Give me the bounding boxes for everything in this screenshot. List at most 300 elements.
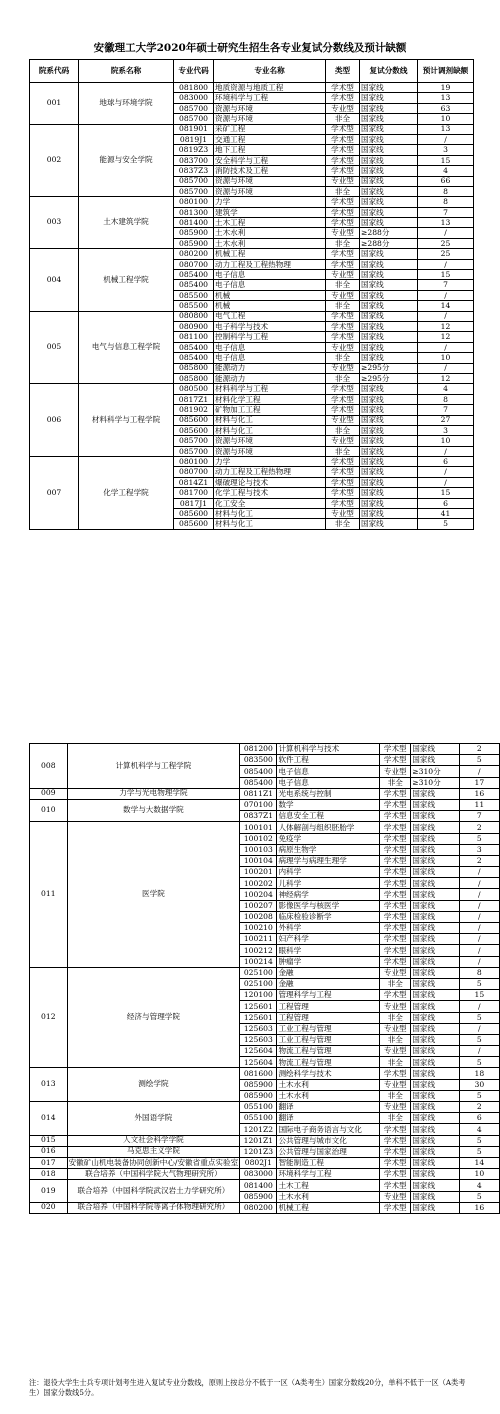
- score-line-cell: 国家线: [411, 934, 459, 945]
- score-line-cell: 国家线: [411, 978, 459, 989]
- major-name-cell: 化工安全: [214, 498, 326, 508]
- type-cell: 学术型: [326, 93, 360, 103]
- major-name-cell: 神经病学: [277, 889, 380, 900]
- vacancy-cell: 13: [418, 218, 474, 228]
- score-line-cell: 国家线: [360, 509, 418, 519]
- type-cell: 学术型: [380, 833, 411, 844]
- dept-code-cell: 009: [30, 788, 68, 799]
- score-line-cell: 国家线: [411, 1046, 459, 1057]
- vacancy-cell: /: [459, 923, 499, 934]
- major-name-cell: 资源与环境: [214, 186, 326, 196]
- score-line-cell: 国家线: [360, 249, 418, 259]
- major-name-cell: 机械: [214, 290, 326, 300]
- score-line-cell: 国家线: [360, 218, 418, 228]
- major-name-cell: 电子信息: [214, 342, 326, 352]
- vacancy-cell: /: [418, 290, 474, 300]
- major-name-cell: 公共管理与城市文化: [277, 1135, 380, 1146]
- type-cell: 学术型: [326, 197, 360, 207]
- major-name-cell: 信息安全工程: [277, 811, 380, 822]
- major-code-cell: 100212: [240, 945, 277, 956]
- dept-name-cell: 医学院: [67, 822, 240, 967]
- score-line-cell: 国家线: [360, 436, 418, 446]
- score-line-cell: 国家线: [360, 394, 418, 404]
- score-line-cell: 国家线: [360, 446, 418, 456]
- vacancy-cell: 16: [459, 1202, 499, 1213]
- major-code-cell: 100201: [240, 867, 277, 878]
- type-cell: 专业型: [380, 1046, 411, 1057]
- major-code-cell: 100104: [240, 855, 277, 866]
- vacancy-cell: 10: [418, 114, 474, 124]
- dept-code-cell: 016: [30, 1146, 68, 1157]
- major-code-cell: 080100: [174, 457, 214, 467]
- score-line-cell: 国家线: [360, 124, 418, 134]
- vacancy-cell: 17: [459, 777, 499, 788]
- dept-name-cell: 测绘学院: [67, 1068, 240, 1102]
- type-cell: 专业型: [326, 342, 360, 352]
- major-name-cell: 测绘科学与技术: [277, 1068, 380, 1079]
- major-name-cell: 人体解剖与组织胚胎学: [277, 822, 380, 833]
- major-code-cell: 085700: [174, 446, 214, 456]
- footnote: 注：退役大学生士兵专项计划考生进入复试专业分数线，原则上按总分不低于一区（A类考生）国家分数线20分，单科不低于一区（A类考生）国家分数线5分。: [29, 1378, 466, 1398]
- score-line-cell: 国家线: [360, 83, 418, 93]
- vacancy-cell: /: [459, 867, 499, 878]
- score-line-cell: 国家线: [360, 259, 418, 269]
- type-cell: 学术型: [380, 911, 411, 922]
- dept-code-cell: 017: [30, 1157, 68, 1168]
- score-line-cell: ≥288分: [360, 228, 418, 238]
- major-code-cell: 081300: [174, 207, 214, 217]
- major-name-cell: 金融: [277, 967, 380, 978]
- score-line-cell: 国家线: [411, 956, 459, 967]
- major-name-cell: 妇产科学: [277, 934, 380, 945]
- major-name-cell: 管理科学与工程: [277, 990, 380, 1001]
- major-code-cell: 125603: [240, 1034, 277, 1045]
- type-cell: 学术型: [380, 867, 411, 878]
- score-line-cell: 国家线: [360, 332, 418, 342]
- score-line-cell: 国家线: [411, 1034, 459, 1045]
- score-line-cell: 国家线: [360, 477, 418, 487]
- type-cell: 专业型: [326, 415, 360, 425]
- score-line-cell: 国家线: [411, 1169, 459, 1180]
- header-major-code: 专业代码: [174, 60, 214, 83]
- type-cell: 学术型: [326, 155, 360, 165]
- table-row: [30, 1135, 500, 1146]
- major-name-cell: 工程管理: [277, 1012, 380, 1023]
- vacancy-cell: /: [459, 934, 499, 945]
- vacancy-cell: 5: [459, 833, 499, 844]
- type-cell: 学术型: [380, 1068, 411, 1079]
- dept-name-cell: 电气与信息工程学院: [79, 311, 174, 384]
- major-name-cell: 动力工程及工程热物理: [214, 259, 326, 269]
- major-code-cell: 083000: [174, 93, 214, 103]
- major-name-cell: 资源与环境: [214, 436, 326, 446]
- major-code-cell: 085400: [240, 766, 277, 777]
- major-code-cell: 0817J1: [174, 498, 214, 508]
- vacancy-cell: 5: [459, 1057, 499, 1068]
- score-line-cell: 国家线: [360, 93, 418, 103]
- type-cell: 学术型: [380, 799, 411, 810]
- type-cell: 专业型: [380, 1191, 411, 1202]
- major-code-cell: 125603: [240, 1023, 277, 1034]
- major-name-cell: 土木工程: [214, 218, 326, 228]
- type-cell: 学术型: [380, 844, 411, 855]
- major-code-cell: 085600: [174, 509, 214, 519]
- score-line-cell: 国家线: [411, 1157, 459, 1168]
- major-name-cell: 免疫学: [277, 833, 380, 844]
- dept-name-cell: 机械工程学院: [79, 249, 174, 311]
- vacancy-cell: /: [459, 1046, 499, 1057]
- major-code-cell: 125601: [240, 1001, 277, 1012]
- major-code-cell: 100211: [240, 934, 277, 945]
- header-major-name: 专业名称: [214, 60, 326, 83]
- score-line-cell: 国家线: [411, 923, 459, 934]
- vacancy-cell: /: [459, 766, 499, 777]
- type-cell: 专业型: [380, 1102, 411, 1113]
- dept-name-cell: 安徽矿山机电装备协同创新中心/安徽省重点实验室: [68, 1157, 239, 1167]
- major-code-cell: 081200: [240, 744, 277, 755]
- major-code-cell: 025100: [240, 978, 277, 989]
- major-name-cell: 能源动力: [214, 363, 326, 373]
- major-code-cell: 100207: [240, 900, 277, 911]
- major-code-cell: 085400: [174, 353, 214, 363]
- type-cell: 学术型: [326, 311, 360, 321]
- major-name-cell: 翻译: [277, 1102, 380, 1113]
- major-code-cell: 080200: [240, 1202, 277, 1213]
- type-cell: 学术型: [326, 488, 360, 498]
- type-cell: 非全: [380, 777, 411, 788]
- major-code-cell: 083000: [240, 1169, 277, 1180]
- type-cell: 学术型: [326, 457, 360, 467]
- table-row: [30, 788, 500, 799]
- dept-code-cell: 010: [30, 799, 68, 821]
- major-name-cell: 工程管理: [277, 1001, 380, 1012]
- major-code-cell: 085800: [174, 363, 214, 373]
- major-name-cell: 采矿工程: [214, 124, 326, 134]
- score-line-cell: 国家线: [411, 744, 459, 755]
- score-line-cell: 国家线: [360, 280, 418, 290]
- type-cell: 学术型: [380, 1124, 411, 1135]
- dept-code-cell: 012: [30, 967, 68, 1068]
- type-cell: 学术型: [380, 1146, 411, 1157]
- vacancy-cell: 4: [418, 384, 474, 394]
- score-line-cell: 国家线: [360, 207, 418, 217]
- vacancy-cell: 6: [418, 457, 474, 467]
- type-cell: 学术型: [326, 218, 360, 228]
- vacancy-cell: 15: [418, 488, 474, 498]
- major-code-cell: 085700: [174, 436, 214, 446]
- table-row: [30, 1102, 500, 1113]
- major-name-cell: 安全科学与工程: [214, 155, 326, 165]
- type-cell: 学术型: [326, 83, 360, 93]
- score-line-cell: 国家线: [360, 415, 418, 425]
- major-name-cell: 儿科学: [277, 878, 380, 889]
- major-name-cell: 肿瘤学: [277, 956, 380, 967]
- type-cell: 专业型: [380, 1079, 411, 1090]
- major-name-cell: 公共管理与国家治理: [277, 1146, 380, 1157]
- major-name-cell: 土木水利: [214, 228, 326, 238]
- major-code-cell: 100214: [240, 956, 277, 967]
- dept-name-cell: 人文社会科学学院: [67, 1135, 240, 1146]
- vacancy-cell: /: [418, 311, 474, 321]
- score-line-cell: 国家线: [360, 145, 418, 155]
- vacancy-cell: /: [459, 1001, 499, 1012]
- major-name-cell: 土木水利: [214, 238, 326, 248]
- type-cell: 学术型: [326, 166, 360, 176]
- table-row: [30, 1169, 500, 1180]
- vacancy-cell: 66: [418, 176, 474, 186]
- score-line-cell: 国家线: [411, 788, 459, 799]
- type-cell: 学术型: [380, 1135, 411, 1146]
- major-name-cell: 临床检验诊断学: [277, 911, 380, 922]
- vacancy-cell: 5: [459, 755, 499, 766]
- major-name-cell: 病理学与病理生理学: [277, 855, 380, 866]
- type-cell: 学术型: [326, 249, 360, 259]
- vacancy-cell: 5: [459, 1090, 499, 1101]
- page-title: 安徽理工大学2020年硕士研究生招生各专业复试分数线及预计缺额: [93, 42, 407, 54]
- type-cell: 学术型: [326, 207, 360, 217]
- type-cell: 学术型: [380, 889, 411, 900]
- type-cell: 专业型: [326, 103, 360, 113]
- header-score-line: 复试分数线: [360, 60, 418, 83]
- dept-code-cell: 002: [30, 124, 79, 197]
- major-name-cell: 消防技术及工程: [214, 166, 326, 176]
- major-code-cell: 085700: [174, 103, 214, 113]
- score-line-cell: 国家线: [360, 321, 418, 331]
- major-name-cell: 资源与环境: [214, 446, 326, 456]
- vacancy-cell: 10: [459, 1169, 499, 1180]
- score-line-cell: 国家线: [360, 342, 418, 352]
- major-name-cell: 电气工程: [214, 311, 326, 321]
- score-line-cell: 国家线: [411, 990, 459, 1001]
- major-name-cell: 资源与环境: [214, 103, 326, 113]
- major-name-cell: 物流工程与管理: [277, 1057, 380, 1068]
- score-line-cell: 国家线: [411, 844, 459, 855]
- type-cell: 学术型: [326, 124, 360, 134]
- vacancy-cell: 2: [459, 855, 499, 866]
- score-line-cell: 国家线: [411, 799, 459, 810]
- type-cell: 专业型: [326, 176, 360, 186]
- type-cell: 非全: [380, 1113, 411, 1124]
- major-name-cell: 土木水利: [277, 1191, 380, 1202]
- vacancy-cell: 3: [459, 844, 499, 855]
- vacancy-cell: 14: [459, 1157, 499, 1168]
- score-line-cell: 国家线: [411, 878, 459, 889]
- major-name-cell: 工业工程与管理: [277, 1034, 380, 1045]
- vacancy-cell: 10: [418, 436, 474, 446]
- major-code-cell: 1201Z2: [240, 1124, 277, 1135]
- major-name-cell: 建筑学: [214, 207, 326, 217]
- major-name-cell: 材料与化工: [214, 509, 326, 519]
- vacancy-cell: 5: [418, 519, 474, 529]
- major-code-cell: 0802J1: [240, 1157, 277, 1168]
- vacancy-cell: 12: [418, 332, 474, 342]
- major-name-cell: 智能制造工程: [277, 1157, 380, 1168]
- major-code-cell: 085800: [174, 373, 214, 383]
- type-cell: 学术型: [380, 744, 411, 755]
- vacancy-cell: 15: [418, 155, 474, 165]
- major-code-cell: 070100: [240, 799, 277, 810]
- major-code-cell: 100102: [240, 833, 277, 844]
- score-line-cell: 国家线: [411, 1124, 459, 1135]
- vacancy-cell: 19: [418, 83, 474, 93]
- major-name-cell: 力学: [214, 457, 326, 467]
- major-code-cell: 081901: [174, 124, 214, 134]
- vacancy-cell: 13: [418, 93, 474, 103]
- major-name-cell: 土木工程: [277, 1180, 380, 1191]
- vacancy-cell: /: [459, 878, 499, 889]
- table-row: [30, 83, 474, 93]
- dept-name-cell: 材料科学与工程学院: [79, 384, 174, 457]
- type-cell: 非全: [326, 186, 360, 196]
- vacancy-cell: /: [418, 446, 474, 456]
- major-name-cell: 机械工程: [214, 249, 326, 259]
- type-cell: 学术型: [326, 477, 360, 487]
- dept-name-cell: 化学工程学院: [79, 457, 174, 530]
- dept-code-cell: 003: [30, 197, 79, 249]
- major-name-cell: 电子信息: [277, 766, 380, 777]
- vacancy-cell: 5: [459, 1034, 499, 1045]
- major-code-cell: 085600: [174, 425, 214, 435]
- vacancy-cell: 5: [459, 1191, 499, 1202]
- dept-name-cell: 土木建筑学院: [79, 197, 174, 249]
- major-name-cell: 化学工程与技术: [214, 488, 326, 498]
- score-line-cell: 国家线: [360, 384, 418, 394]
- vacancy-cell: 13: [418, 124, 474, 134]
- score-line-cell: 国家线: [360, 134, 418, 144]
- type-cell: 学术型: [380, 822, 411, 833]
- major-name-cell: 材料与化工: [214, 519, 326, 529]
- major-code-cell: 0817Z1: [174, 394, 214, 404]
- vacancy-cell: 7: [418, 207, 474, 217]
- major-code-cell: 125604: [240, 1057, 277, 1068]
- vacancy-cell: /: [418, 477, 474, 487]
- vacancy-cell: 25: [418, 238, 474, 248]
- vacancy-cell: 11: [459, 799, 499, 810]
- score-line-cell: 国家线: [411, 1023, 459, 1034]
- major-name-cell: 工业工程与管理: [277, 1023, 380, 1034]
- major-name-cell: 外科学: [277, 923, 380, 934]
- major-code-cell: 085400: [174, 342, 214, 352]
- type-cell: 学术型: [380, 1202, 411, 1213]
- type-cell: 学术型: [326, 467, 360, 477]
- dept-code-cell: 014: [30, 1102, 68, 1136]
- score-line-cell: 国家线: [360, 114, 418, 124]
- major-name-cell: 环境科学与工程: [277, 1169, 380, 1180]
- score-line-cell: 国家线: [411, 1079, 459, 1090]
- type-cell: 专业型: [326, 436, 360, 446]
- major-name-cell: 机械: [214, 301, 326, 311]
- major-code-cell: 100204: [240, 889, 277, 900]
- major-code-cell: 085400: [174, 280, 214, 290]
- major-name-cell: 材料化学工程: [214, 394, 326, 404]
- major-code-cell: 081100: [174, 332, 214, 342]
- vacancy-cell: /: [459, 945, 499, 956]
- major-name-cell: 能源动力: [214, 373, 326, 383]
- major-name-cell: 计算机科学与技术: [277, 744, 380, 755]
- type-cell: 学术型: [326, 405, 360, 415]
- major-code-cell: 0814Z1: [174, 477, 214, 487]
- major-code-cell: 081700: [174, 488, 214, 498]
- score-line-cell: 国家线: [411, 1068, 459, 1079]
- type-cell: 学术型: [380, 990, 411, 1001]
- dept-code-cell: 001: [30, 83, 79, 125]
- score-line-cell: 国家线: [411, 755, 459, 766]
- major-name-cell: 电子科学与技术: [214, 321, 326, 331]
- score-line-cell: 国家线: [411, 1202, 459, 1213]
- table-header: [30, 60, 474, 83]
- type-cell: 非全: [380, 1090, 411, 1101]
- header-vacancy: 预计调剂缺额: [418, 60, 474, 83]
- dept-code-cell: 008: [30, 744, 68, 789]
- vacancy-cell: 25: [418, 249, 474, 259]
- score-line-cell: 国家线: [360, 425, 418, 435]
- table-row: [30, 799, 500, 810]
- score-line-cell: 国家线: [411, 855, 459, 866]
- major-name-cell: 电子信息: [214, 280, 326, 290]
- vacancy-cell: 8: [459, 967, 499, 978]
- major-code-cell: 083500: [240, 755, 277, 766]
- score-line-cell: 国家线: [360, 103, 418, 113]
- major-code-cell: 085900: [240, 1191, 277, 1202]
- major-code-cell: 081400: [174, 218, 214, 228]
- major-name-cell: 土木水利: [277, 1090, 380, 1101]
- score-line-cell: 国家线: [411, 945, 459, 956]
- major-name-cell: 机械工程: [277, 1202, 380, 1213]
- major-code-cell: 085900: [240, 1079, 277, 1090]
- vacancy-cell: 4: [459, 1124, 499, 1135]
- dept-code-cell: 015: [30, 1135, 68, 1146]
- vacancy-cell: 63: [418, 103, 474, 113]
- major-name-cell: 地下工程: [214, 145, 326, 155]
- header-dept-name: 院系名称: [79, 60, 174, 83]
- type-cell: 学术型: [380, 900, 411, 911]
- score-line-cell: 国家线: [411, 967, 459, 978]
- dept-code-cell: 018: [30, 1169, 68, 1180]
- table-row: [30, 744, 500, 755]
- vacancy-cell: /: [418, 259, 474, 269]
- major-name-cell: 电子信息: [277, 777, 380, 788]
- type-cell: 学术型: [380, 1180, 411, 1191]
- score-line-cell: 国家线: [411, 889, 459, 900]
- major-name-cell: 电子信息: [214, 270, 326, 280]
- major-name-cell: 病原生物学: [277, 844, 380, 855]
- score-line-cell: 国家线: [360, 488, 418, 498]
- vacancy-cell: 5: [459, 1146, 499, 1157]
- vacancy-cell: 12: [418, 321, 474, 331]
- dept-name-cell: 数学与大数据学院: [67, 799, 240, 821]
- score-line-cell: 国家线: [360, 311, 418, 321]
- score-line-cell: 国家线: [411, 833, 459, 844]
- major-code-cell: 081800: [174, 83, 214, 93]
- major-code-cell: 085900: [174, 238, 214, 248]
- score-line-cell: 国家线: [360, 467, 418, 477]
- type-cell: 专业型: [326, 509, 360, 519]
- vacancy-cell: /: [418, 363, 474, 373]
- vacancy-cell: 3: [418, 145, 474, 155]
- type-cell: 非全: [326, 519, 360, 529]
- major-name-cell: 影像医学与核医学: [277, 900, 380, 911]
- type-cell: 专业型: [380, 967, 411, 978]
- type-cell: 非全: [326, 280, 360, 290]
- type-cell: 学术型: [326, 134, 360, 144]
- table-row: [30, 311, 474, 321]
- type-cell: 学术型: [380, 811, 411, 822]
- vacancy-cell: 7: [418, 405, 474, 415]
- dept-name-cell: 联合培养（中国科学院大气物理研究所）: [67, 1169, 240, 1180]
- major-code-cell: 080200: [174, 249, 214, 259]
- vacancy-cell: 7: [418, 280, 474, 290]
- vacancy-cell: 8: [418, 186, 474, 196]
